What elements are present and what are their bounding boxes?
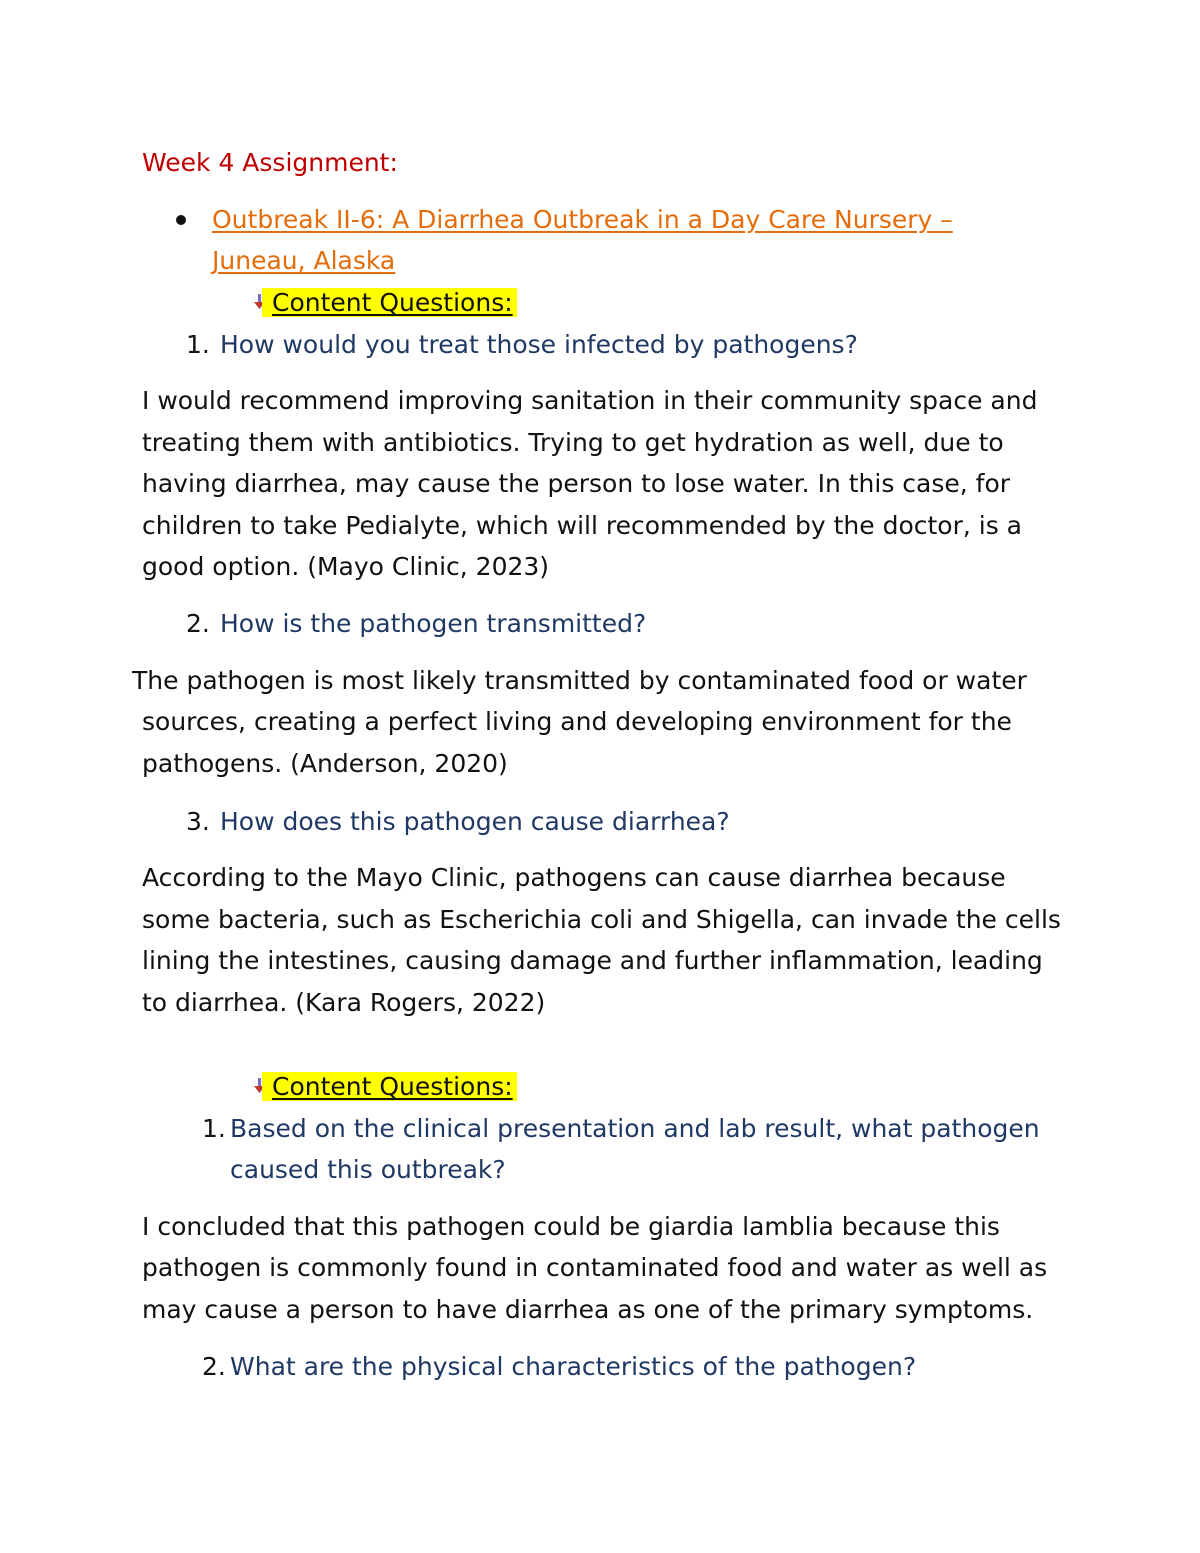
q3-number: 3. xyxy=(186,807,210,836)
section2-heading xyxy=(262,1071,517,1103)
s2-q1-answer-line: pathogen is commonly found in contaminated food and water as well as xyxy=(142,1253,1048,1282)
s2-q1-number: 1. xyxy=(202,1114,226,1143)
s2-q1-answer-line: may cause a person to have diarrhea as one of the primary symptoms. xyxy=(142,1295,1034,1324)
q1-answer-line: having diarrhea, may cause the person to lose water. In this case, for xyxy=(142,469,1011,498)
section1-heading-text: Content Questions: xyxy=(262,288,517,317)
s2-q2-question: What are the physical characteristics of the pathogen? xyxy=(230,1352,917,1381)
q3-answer-line: lining the intestines, causing damage and further inflammation, leading xyxy=(142,946,1043,975)
q2-answer-line: The pathogen is most likely transmitted by contaminated food or water xyxy=(132,666,1027,695)
q1-answer-line: I would recommend improving sanitation in their community space and xyxy=(142,386,1038,415)
s2-q1-answer-line: I concluded that this pathogen could be giardia lamblia because this xyxy=(142,1212,1000,1241)
q1-answer-line: children to take Pedialyte, which will recommended by the doctor, is a xyxy=(142,511,1023,540)
q3-answer-line: some bacteria, such as Escherichia coli and Shigella, can invade the cells xyxy=(142,905,1061,934)
q2-number: 2. xyxy=(186,609,210,638)
q1-question: How would you treat those infected by pathogens? xyxy=(220,330,858,359)
q2-answer-line: pathogens. (Anderson, 2020) xyxy=(142,749,508,778)
outbreak-title-line1[interactable]: Outbreak II-6: A Diarrhea Outbreak in a Day Care Nursery – xyxy=(212,205,953,234)
q3-answer-line: to diarrhea. (Kara Rogers, 2022) xyxy=(142,988,546,1017)
section2-heading-text: Content Questions: xyxy=(262,1072,517,1101)
q3-question: How does this pathogen cause diarrhea? xyxy=(220,807,730,836)
q1-answer-line: treating them with antibiotics. Trying to get hydration as well, due to xyxy=(142,428,1004,457)
q1-number: 1. xyxy=(186,330,210,359)
s2-q2-number: 2. xyxy=(202,1352,226,1381)
s2-q1-question-line: Based on the clinical presentation and lab result, what pathogen xyxy=(230,1114,1040,1143)
bullet-icon xyxy=(176,215,186,225)
q2-answer-line: sources, creating a perfect living and developing environment for the xyxy=(142,707,1012,736)
outbreak-title-line2[interactable]: Juneau, Alaska xyxy=(212,246,396,275)
q1-answer-line: good option. (Mayo Clinic, 2023) xyxy=(142,552,550,581)
section1-heading xyxy=(262,287,517,319)
s2-q1-question-line: caused this outbreak? xyxy=(230,1155,506,1184)
q3-answer-line: According to the Mayo Clinic, pathogens can cause diarrhea because xyxy=(142,863,1006,892)
page-title: Week 4 Assignment: xyxy=(142,148,398,177)
q2-question: How is the pathogen transmitted? xyxy=(220,609,647,638)
